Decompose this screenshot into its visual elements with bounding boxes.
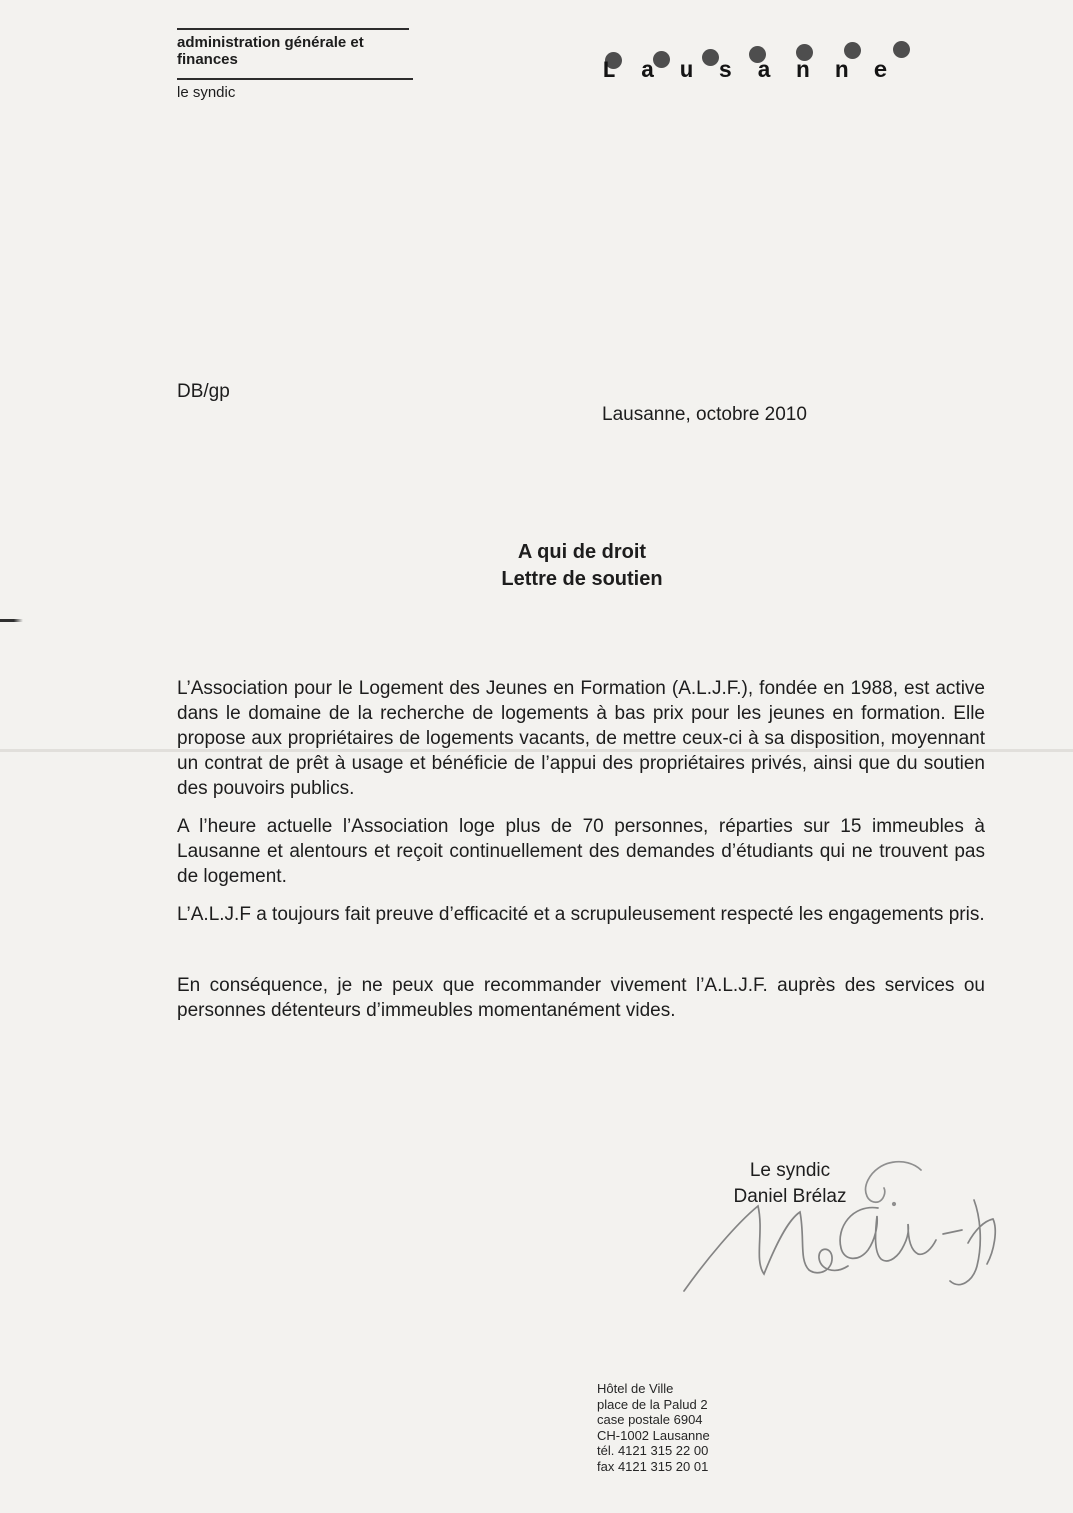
body-paragraph: A l’heure actuelle l’Association loge plus de 70 personnes, réparties sur 15 immeubles à Lausanne et alentours et reçoit continuellement des demandes d’étudiants qui ne trouvent pas de logement. [177,816,985,887]
footer-line: Hôtel de Ville [597,1381,674,1396]
scan-streak [0,749,1073,752]
handwritten-signature [678,1148,1013,1308]
footer-line: CH-1002 Lausanne [597,1427,710,1443]
logo-wordmark: Lausanne [602,58,913,84]
signer-name: Daniel Brélaz [733,1186,847,1207]
reference-initials: DB/gp [177,381,230,402]
department-line2: finances [177,50,238,68]
lausanne-logo [600,38,930,94]
body-paragraph: L’Association pour le Logement des Jeunes en Formation (A.L.J.F.), fondée en 1988, est active dans le domaine de la recherche de logements à bas prix pour les jeunes en formation. Elle propose aux propriétaires de logements vacants, de mettre ceux-ci à sa disposition, moyennant un contrat de prêt à usage et bénéficie de l’appui des propriétaires privés, ainsi que du soutien des pouvoirs publics. [177,678,985,799]
body-paragraph: En conséquence, je ne peux que recommander vivement l’A.L.J.F. auprès des services ou personnes détenteurs d’immeubles momentanément vides. [177,975,985,1021]
footer-line: tél. 4121 315 22 00 [597,1443,709,1459]
logo-dot [844,42,861,59]
signer-role: Le syndic [749,1160,831,1181]
letterhead-rule-bottom [177,78,413,80]
subject-line1: A qui de droit [517,541,647,563]
body-paragraph: L’A.L.J.F a toujours fait preuve d’efficacité et a scrupuleusement respecté les engagements pris. [177,904,985,925]
footer-line: fax 4121 315 20 01 [597,1458,709,1474]
department-name [177,35,364,68]
letterhead-rule-top [177,28,409,30]
fold-mark [0,619,23,622]
footer-line: place de la Palud 2 [597,1396,708,1412]
subject-block [177,539,987,593]
department-line1: administration générale et [177,34,364,51]
office-label: le syndic [177,84,236,101]
logo-dot [893,41,910,58]
dateline: Lausanne, octobre 2010 [602,404,807,425]
footer-line: case postale 6904 [597,1412,703,1428]
footer-address [597,1381,710,1475]
subject-line2: Lettre de soutien [501,568,663,590]
